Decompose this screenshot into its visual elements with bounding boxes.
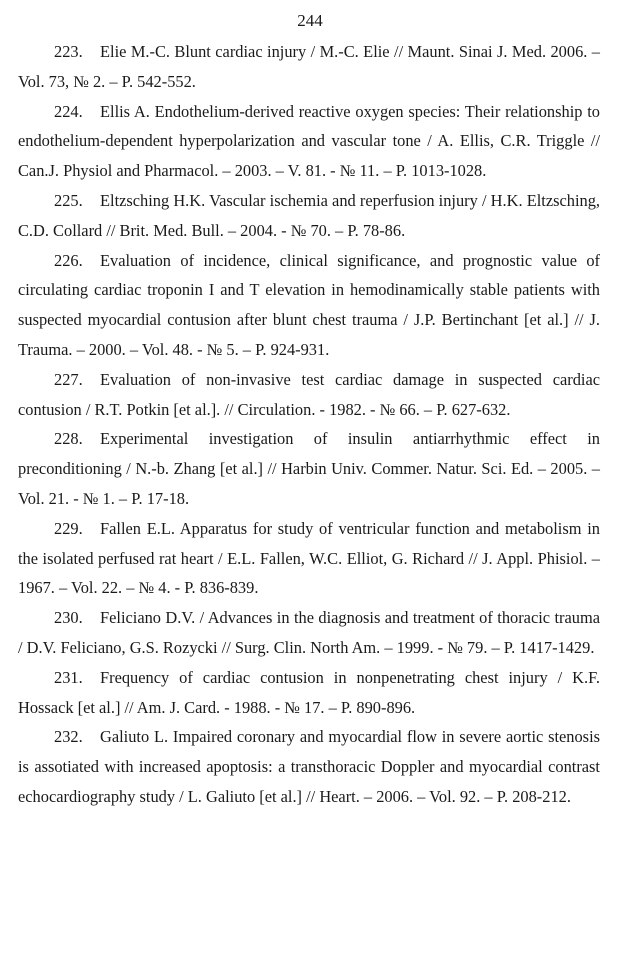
reference-number: 231. bbox=[54, 667, 83, 687]
reference-text: Frequency of cardiac contusion in nonpenetrating chest injury / K.F. Hossack [et al.] // Am. J. Card. - 1988. - № 17. – P. 890-896. bbox=[18, 667, 600, 717]
reference-text: Ellis A. Endothelium-derived reactive oxygen species: Their relationship to endothelium-dependent hyperpolarization and vascular tone / A. Ellis, C.R. Triggle // Can.J. Physiol and Pharmacol. – 2003. – V. 81. - № 11. – P. 1013-1028. bbox=[18, 101, 600, 181]
reference-number: 229. bbox=[54, 518, 83, 538]
reference-list bbox=[18, 37, 600, 812]
reference-entry bbox=[18, 186, 600, 246]
reference-text: Elie M.-C. Blunt cardiac injury / M.-C. Elie // Maunt. Sinai J. Med. 2006. – Vol. 73, № 2. – P. 542-552. bbox=[18, 42, 600, 91]
reference-number: 224. bbox=[54, 101, 83, 121]
reference-entry bbox=[18, 37, 600, 97]
reference-entry bbox=[18, 365, 600, 425]
reference-entry bbox=[18, 246, 600, 365]
reference-number: 227. bbox=[54, 369, 83, 389]
reference-number: 230. bbox=[54, 608, 83, 628]
reference-text: Eltzsching H.K. Vascular ischemia and reperfusion injury / H.K. Eltzsching, C.D. Collard // Brit. Med. Bull. – 2004. - № 70. – P. 78-86. bbox=[18, 190, 600, 240]
reference-number: 232. bbox=[54, 727, 83, 747]
reference-entry bbox=[18, 424, 600, 513]
reference-number: 226. bbox=[54, 250, 83, 270]
reference-entry bbox=[18, 663, 600, 723]
reference-text: Evaluation of incidence, clinical significance, and prognostic value of circulating cardiac troponin I and T elevation in hemodinamically stable patients with suspected myocardial contusion after blunt chest trauma / J.P. Bertinchant [et al.] // J. Trauma. – 2000. – Vol. 48. - № 5. – P. 924-931. bbox=[18, 250, 600, 359]
reference-number: 225. bbox=[54, 190, 83, 210]
reference-text: Experimental investigation of insulin antiarrhythmic effect in preconditioning / N.-b. Zhang [et al.] // Harbin Univ. Commer. Natur. Sci. Ed. – 2005. – Vol. 21. - № 1. – P. 17-18. bbox=[18, 429, 600, 508]
reference-number: 223. bbox=[54, 42, 83, 61]
reference-text: Fallen E.L. Apparatus for study of ventricular function and metabolism in the isolated perfused rat heart / E.L. Fallen, W.C. Elliot, G. Richard // J. Appl. Phisiol. – 1967. – Vol. 22. – № 4. - P. 836-839. bbox=[18, 518, 600, 598]
reference-entry bbox=[18, 722, 600, 811]
reference-text: Galiuto L. Impaired coronary and myocardial flow in severe aortic stenosis is assotiated with increased apoptosis: a transthoracic Doppler and myocardial contrast echocardiography study / L. Galiuto [et al.] // Heart. – 2006. – Vol. 92. – P. 208-212. bbox=[18, 727, 600, 806]
reference-entry bbox=[18, 514, 600, 603]
page-number: 244 bbox=[297, 11, 323, 30]
reference-text: Evaluation of non-invasive test cardiac damage in suspected cardiac contusion / R.T. Potkin [et al.]. // Circulation. - 1982. - № 66. – P. 627-632. bbox=[18, 369, 600, 419]
reference-entry bbox=[18, 603, 600, 663]
reference-text: Feliciano D.V. / Advances in the diagnosis and treatment of thoracic trauma / D.V. Feliciano, G.S. Rozycki // Surg. Clin. North Am. – 1999. - № 79. – P. 1417-1429. bbox=[18, 608, 600, 657]
reference-entry bbox=[18, 97, 600, 186]
reference-number: 228. bbox=[54, 429, 83, 449]
